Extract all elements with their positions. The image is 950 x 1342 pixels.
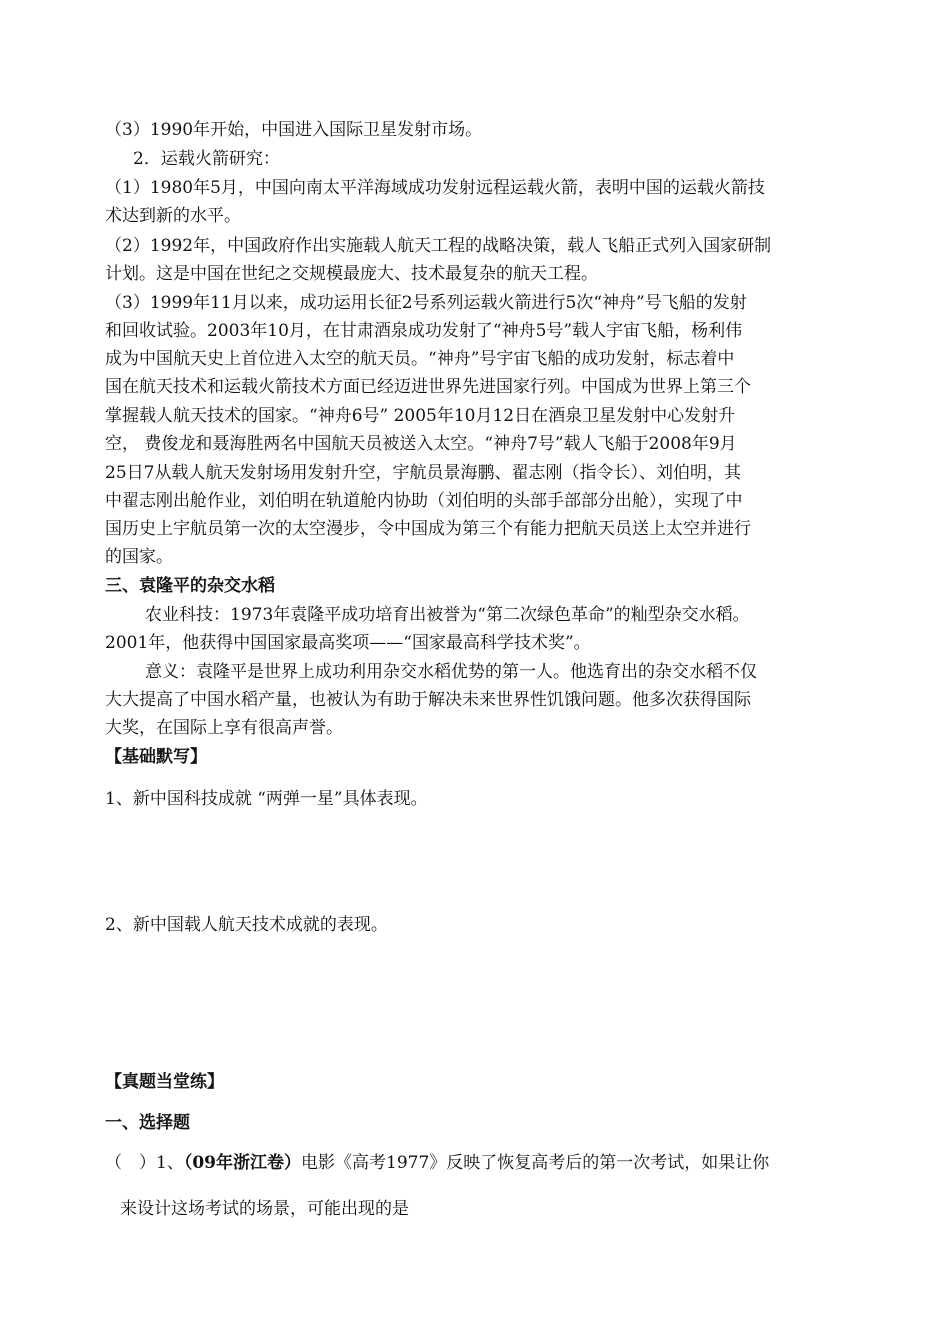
mc-answer-blank: （ ）1、: [105, 1153, 184, 1173]
mc-source: （09年浙江卷）: [183, 1153, 301, 1173]
para-meaning-2: 大大提高了中国水稻产量，也被认为有助于解决未来世界性饥饿问题。他多次获得国际: [105, 690, 751, 710]
para-manned-1992-a: （2）1992年，中国政府作出实施载人航天工程的战略决策，载人飞船正式列入国家研制: [105, 236, 772, 256]
para-shenzhou-6: 空， 费俊龙和聂海胜两名中国航天员被送入太空。“神舟7号”载人飞船于2008年9月: [105, 434, 737, 454]
para-rocket-1980-a: （1）1980年5月，中国向南太平洋海域成功发射远程运载火箭，表明中国的运载火箭技: [105, 178, 765, 198]
subheading-rocket-research: 2．运载火箭研究：: [133, 149, 280, 169]
mc-question-1: [105, 1150, 850, 1176]
para-meaning-1: 意义：袁隆平是世界上成功利用杂交水稻优势的第一人。他选育出的杂交水稻不仅: [145, 662, 757, 682]
para-shenzhou-8: 中翟志刚出舱作业，刘伯明在轨道舱内协助（刘伯明的头部手部部分出舱），实现了中: [105, 491, 743, 511]
para-rocket-1980-b: 术达到新的水平。: [105, 206, 241, 226]
mc-question-1-cont: 来设计这场考试的场景，可能出现的是: [120, 1199, 409, 1219]
para-shenzhou-10: 的国家。: [105, 547, 173, 567]
question-2: 2、新中国载人航天技术成就的表现。: [105, 915, 388, 935]
para-shenzhou-3: 成为中国航天史上首位进入太空的航天员。“神舟”号宇宙飞船的成功发射，标志着中: [105, 349, 735, 369]
heading-choice: 一、选择题: [105, 1113, 190, 1133]
para-shenzhou-9: 国历史上宇航员第一次的太空漫步，令中国成为第三个有能力把航天员送上太空并进行: [105, 519, 751, 539]
heading-basic-writing: 【基础默写】: [105, 747, 207, 767]
para-satellite-market: （3）1990年开始，中国进入国际卫星发射市场。: [105, 120, 483, 140]
para-agri-1: 农业科技：1973年袁隆平成功培育出被誉为“第二次绿色革命”的籼型杂交水稻。: [145, 605, 750, 625]
para-shenzhou-5: 掌握载人航天技术的国家。“神舟6号” 2005年10月12日在酒泉卫星发射中心发射升: [105, 406, 736, 426]
para-shenzhou-2: 和回收试验。2003年10月，在甘肃酒泉成功发射了“神舟5号”载人宇宙飞船，杨利伟: [105, 321, 743, 341]
para-agri-2: 2001年，他获得中国国家最高奖项——“国家最高科学技术奖”。: [105, 633, 591, 653]
para-shenzhou-7: 25日7从载人航天发射场用发射升空，宇航员景海鹏、翟志刚（指令长）、刘伯明，其: [105, 463, 741, 483]
mc-text: 电影《高考1977》反映了恢复高考后的第一次考试，如果让你: [301, 1153, 770, 1173]
para-shenzhou-1: （3）1999年11月以来，成功运用长征2号系列运载火箭进行5次“神舟”号飞船的发射: [105, 293, 747, 313]
question-1: 1、新中国科技成就 “两弹一星”具体表现。: [105, 789, 428, 809]
heading-practice: 【真题当堂练】: [105, 1072, 224, 1092]
para-manned-1992-b: 计划。这是中国在世纪之交规模最庞大、技术最复杂的航天工程。: [105, 264, 598, 284]
para-shenzhou-4: 国在航天技术和运载火箭技术方面已经迈进世界先进国家行列。中国成为世界上第三个: [105, 377, 751, 397]
para-meaning-3: 大奖，在国际上享有很高声誉。: [105, 718, 343, 738]
heading-yuan-longping: 三、袁隆平的杂交水稻: [105, 576, 275, 596]
